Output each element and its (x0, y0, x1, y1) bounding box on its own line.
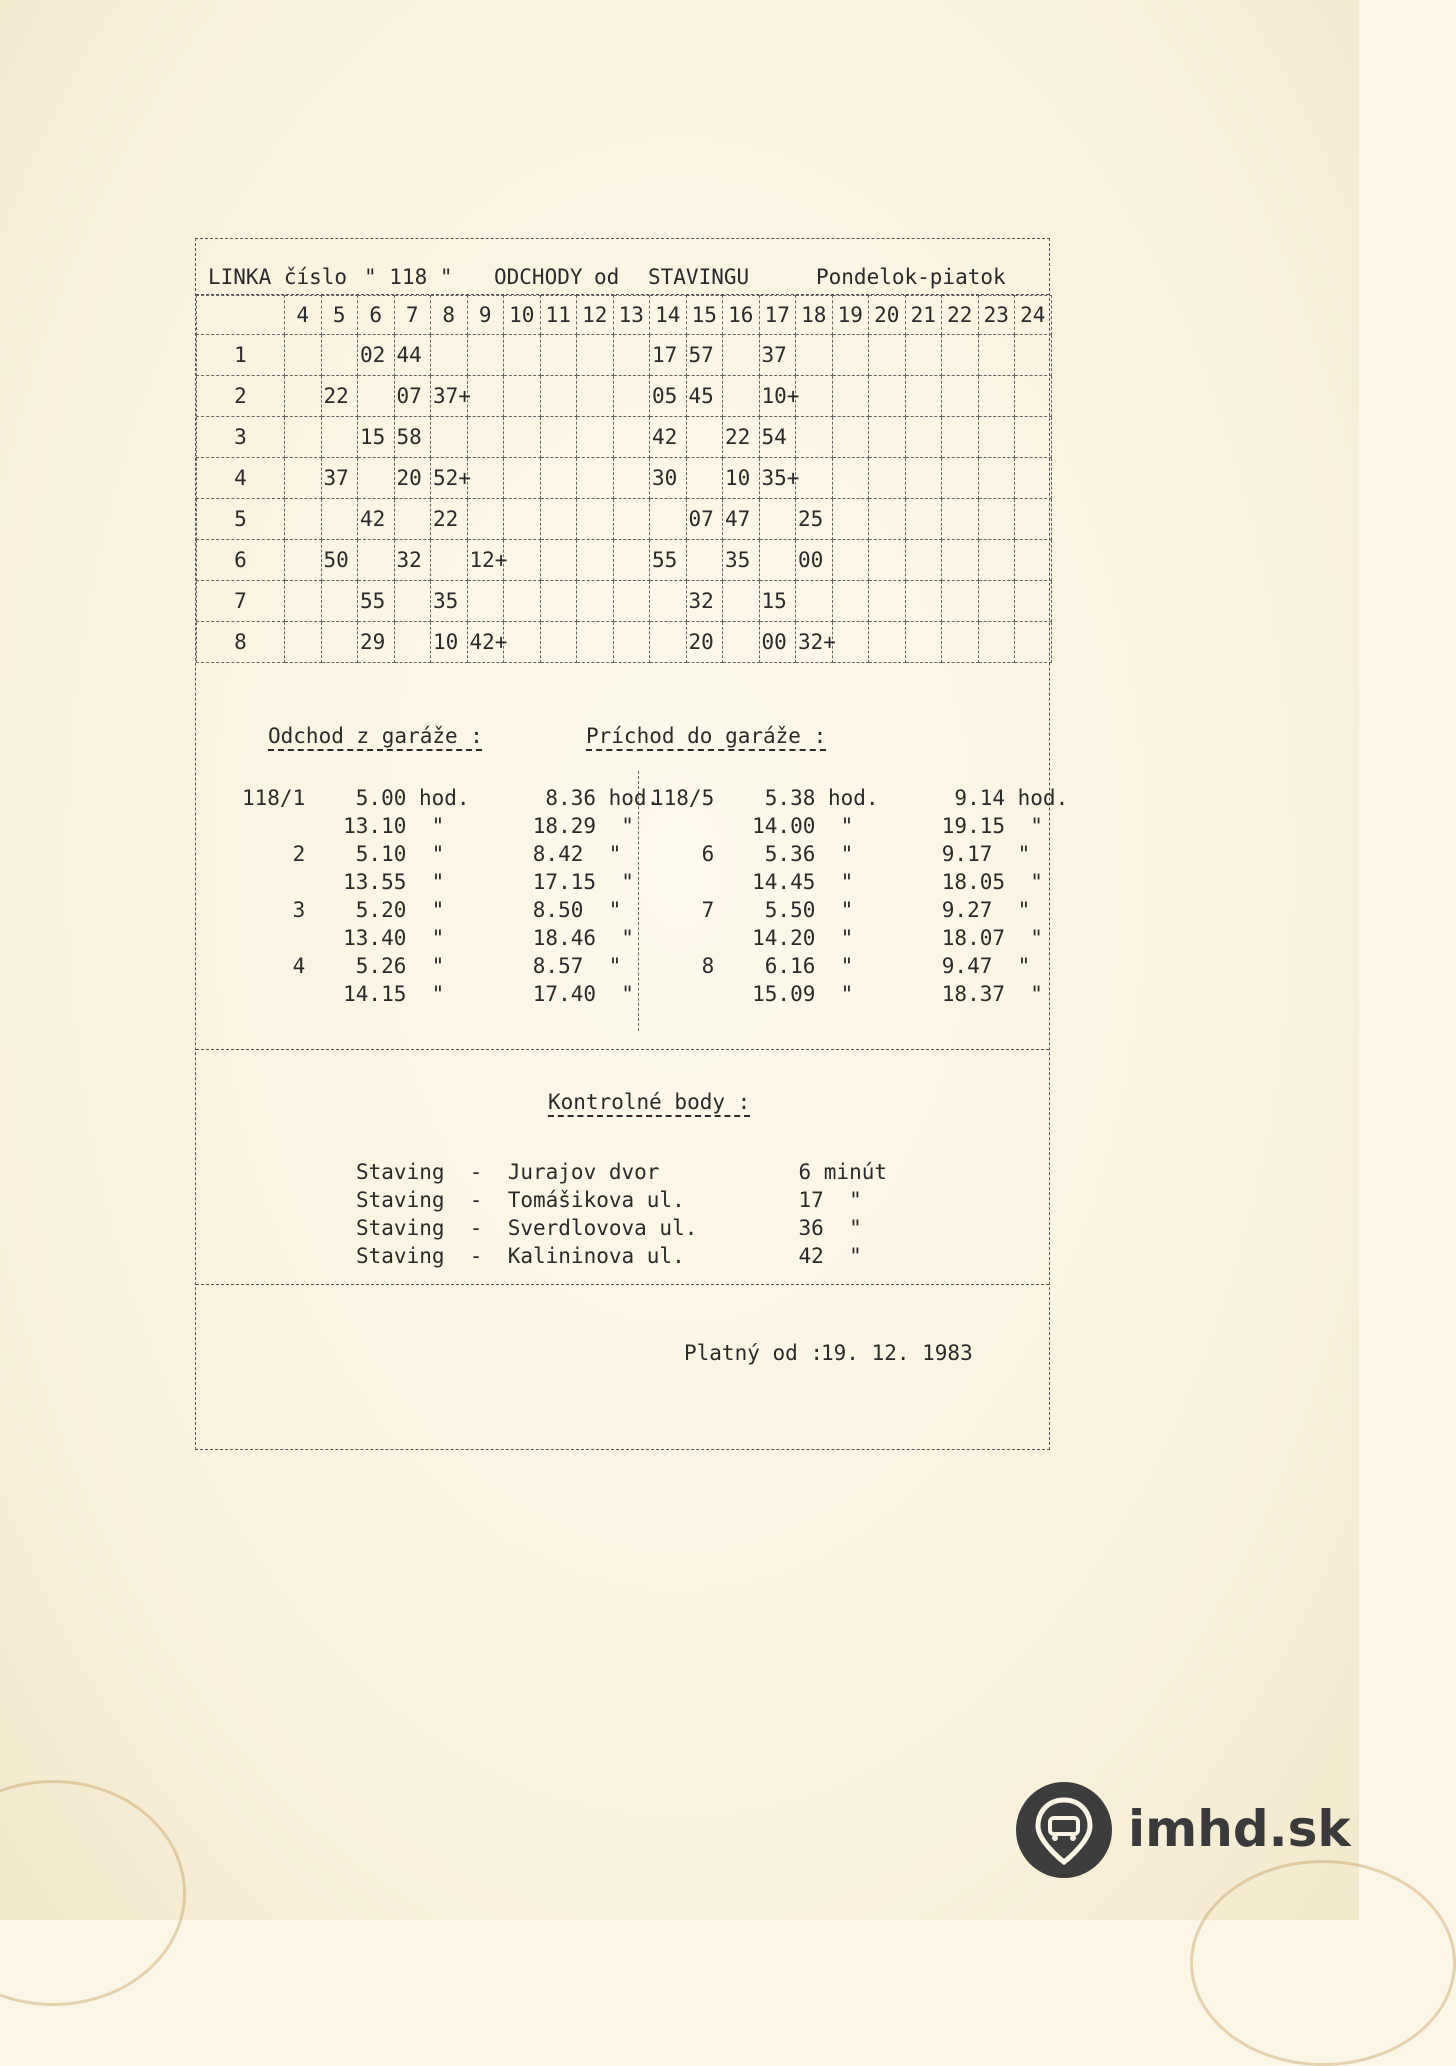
minute-cell (905, 376, 942, 417)
minute-cell: 44 (394, 335, 431, 376)
minute-cell (942, 417, 979, 458)
minute-cell (431, 540, 468, 581)
minute-cell (796, 417, 833, 458)
minute-cell (321, 581, 358, 622)
minute-cell (321, 622, 358, 663)
minute-cell: 00 (759, 622, 796, 663)
minute-cell: 02 (358, 335, 395, 376)
minute-cell: 00 (796, 540, 833, 581)
hour-cell: 4 (285, 296, 322, 335)
garage-departure-line: 13.55 " 17.15 " (242, 870, 634, 894)
hour-cell: 18 (796, 296, 833, 335)
minute-cell: 15 (759, 581, 796, 622)
course-number: 1 (197, 335, 285, 376)
minute-cell (540, 417, 577, 458)
bus-pin-icon (1016, 1782, 1112, 1878)
hour-cell: 23 (978, 296, 1015, 335)
minute-cell (905, 581, 942, 622)
minute-cell (358, 458, 395, 499)
hour-cell: 11 (540, 296, 577, 335)
minute-cell (869, 581, 906, 622)
minute-cell (686, 417, 723, 458)
minute-cell (1015, 581, 1052, 622)
minute-cell (1015, 622, 1052, 663)
hour-cell: 6 (358, 296, 395, 335)
minute-cell (978, 622, 1015, 663)
minute-cell (431, 417, 468, 458)
minute-cell (613, 622, 650, 663)
hour-cell: 14 (650, 296, 687, 335)
hour-cell: 21 (905, 296, 942, 335)
minute-cell: 37+ (431, 376, 468, 417)
minute-cell (942, 335, 979, 376)
garage-arrival-line: 118/5 5.38 hod. 9.14 hod. (651, 786, 1069, 810)
minute-cell: 35 (431, 581, 468, 622)
stop-name: STAVINGU (648, 265, 750, 289)
minute-cell (285, 417, 322, 458)
table-row (197, 622, 1052, 663)
minute-cell (540, 540, 577, 581)
table-row (197, 458, 1052, 499)
minute-cell: 10 (723, 458, 760, 499)
minute-cell (285, 622, 322, 663)
minute-cell: 29 (358, 622, 395, 663)
hour-cell: 15 (686, 296, 723, 335)
departure-table (196, 295, 1052, 663)
hour-cell: 7 (394, 296, 431, 335)
minute-cell (613, 540, 650, 581)
minute-cell: 15 (358, 417, 395, 458)
course-number: 3 (197, 417, 285, 458)
minute-cell: 12+ (467, 540, 504, 581)
minute-cell (978, 335, 1015, 376)
minute-cell (832, 540, 869, 581)
minute-cell (832, 335, 869, 376)
hour-cell: 12 (577, 296, 614, 335)
minute-cell (504, 376, 541, 417)
minute-cell (577, 417, 614, 458)
minute-cell (905, 622, 942, 663)
minute-cell (905, 499, 942, 540)
service-days: Pondelok-piatok (816, 265, 1006, 289)
minute-cell: 37 (321, 458, 358, 499)
minute-cell: 42 (358, 499, 395, 540)
minute-cell: 54 (759, 417, 796, 458)
minute-cell: 55 (650, 540, 687, 581)
control-point-line: Staving - Sverdlovova ul. 36 " (356, 1216, 862, 1240)
minute-cell (577, 458, 614, 499)
minute-cell (869, 376, 906, 417)
control-point-line: Staving - Jurajov dvor 6 minút (356, 1160, 888, 1184)
from-label: od (594, 265, 620, 289)
minute-cell (321, 499, 358, 540)
minute-cell (613, 417, 650, 458)
minute-cell: 10+ (759, 376, 796, 417)
minute-cell (540, 581, 577, 622)
minute-cell (869, 499, 906, 540)
garage-arrival-line: 14.20 " 18.07 " (651, 926, 1043, 950)
minute-cell (723, 376, 760, 417)
control-points-title: Kontrolné body : (548, 1090, 751, 1114)
minute-cell: 57 (686, 335, 723, 376)
garage-divider (638, 771, 639, 1031)
minute-cell (759, 540, 796, 581)
minute-cell (613, 581, 650, 622)
minute-cell (577, 622, 614, 663)
minute-cell (869, 540, 906, 581)
minute-cell: 05 (650, 376, 687, 417)
minute-cell (394, 499, 431, 540)
minute-cell (613, 499, 650, 540)
minute-cell (577, 499, 614, 540)
garage-arrival-line: 14.00 " 19.15 " (651, 814, 1043, 838)
garage-departure-line: 3 5.20 " 8.50 " (242, 898, 622, 922)
minute-cell (285, 376, 322, 417)
minute-cell: 37 (759, 335, 796, 376)
minute-cell (577, 540, 614, 581)
hour-cell: 16 (723, 296, 760, 335)
minute-cell (869, 417, 906, 458)
minute-cell (504, 581, 541, 622)
minute-cell (723, 581, 760, 622)
minute-cell (577, 581, 614, 622)
minute-cell (978, 540, 1015, 581)
minute-cell (942, 540, 979, 581)
minute-cell (285, 499, 322, 540)
table-row (197, 540, 1052, 581)
hour-cell: 10 (504, 296, 541, 335)
garage-arrival-line: 6 5.36 " 9.17 " (651, 842, 1031, 866)
minute-cell (723, 622, 760, 663)
minute-cell (905, 540, 942, 581)
minute-cell (394, 581, 431, 622)
departures-label: ODCHODY (494, 265, 583, 289)
minute-cell: 32 (686, 581, 723, 622)
minute-cell (285, 540, 322, 581)
minute-cell (577, 335, 614, 376)
minute-cell (577, 376, 614, 417)
minute-cell (467, 417, 504, 458)
minute-cell (942, 458, 979, 499)
minute-cell (832, 622, 869, 663)
course-number: 4 (197, 458, 285, 499)
table-row (197, 376, 1052, 417)
minute-cell (650, 581, 687, 622)
control-points-section (196, 1049, 1049, 1284)
valid-from-label: Platný od : (684, 1341, 824, 1365)
minute-cell (832, 458, 869, 499)
control-point-line: Staving - Kalininova ul. 42 " (356, 1244, 862, 1268)
garage-departure-line: 13.10 " 18.29 " (242, 814, 634, 838)
minute-cell (796, 581, 833, 622)
minute-cell (358, 376, 395, 417)
minute-cell (869, 335, 906, 376)
hour-cell: 22 (942, 296, 979, 335)
garage-departure-line: 4 5.26 " 8.57 " (242, 954, 622, 978)
garage-departure-line: 13.40 " 18.46 " (242, 926, 634, 950)
minute-cell (394, 622, 431, 663)
minute-cell: 47 (723, 499, 760, 540)
minute-cell (796, 458, 833, 499)
minute-cell (504, 417, 541, 458)
minute-cell (285, 335, 322, 376)
course-number: 2 (197, 376, 285, 417)
minute-cell (467, 499, 504, 540)
garage-departure-line: 118/1 5.00 hod. 8.36 hod. (242, 786, 660, 810)
minute-cell: 20 (686, 622, 723, 663)
minute-cell: 52+ (431, 458, 468, 499)
minute-cell (540, 622, 577, 663)
imhd-watermark (1016, 1782, 1351, 1882)
minute-cell (504, 499, 541, 540)
minute-cell: 32 (394, 540, 431, 581)
minute-cell (467, 458, 504, 499)
hour-cell: 9 (467, 296, 504, 335)
minute-cell (504, 458, 541, 499)
hour-cell: 24 (1015, 296, 1052, 335)
minute-cell (467, 376, 504, 417)
garage-section (196, 676, 1069, 1049)
minute-cell: 45 (686, 376, 723, 417)
minute-cell (978, 499, 1015, 540)
minute-cell (942, 622, 979, 663)
minute-cell (613, 335, 650, 376)
table-row (197, 499, 1052, 540)
course-number: 7 (197, 581, 285, 622)
minute-cell: 17 (650, 335, 687, 376)
minute-cell (431, 335, 468, 376)
minute-cell: 30 (650, 458, 687, 499)
garage-arrival-title: Príchod do garáže : (586, 724, 827, 748)
table-row (197, 581, 1052, 622)
minute-cell (540, 458, 577, 499)
minute-cell (759, 499, 796, 540)
minute-cell (467, 581, 504, 622)
garage-arrival-line: 8 6.16 " 9.47 " (651, 954, 1031, 978)
minute-cell (832, 499, 869, 540)
minute-cell (796, 335, 833, 376)
minute-cell: 25 (796, 499, 833, 540)
minute-cell: 10 (431, 622, 468, 663)
garage-arrival-line: 15.09 " 18.37 " (651, 982, 1043, 1006)
minute-cell (832, 417, 869, 458)
garage-departure-line: 14.15 " 17.40 " (242, 982, 634, 1006)
minute-cell (285, 581, 322, 622)
minute-cell (942, 499, 979, 540)
table-row (197, 417, 1052, 458)
control-point-line: Staving - Tomášikova ul. 17 " (356, 1188, 862, 1212)
minute-cell: 07 (686, 499, 723, 540)
minute-cell (1015, 499, 1052, 540)
minute-cell: 22 (321, 376, 358, 417)
minute-cell (942, 376, 979, 417)
minute-cell (796, 376, 833, 417)
minute-cell (686, 458, 723, 499)
garage-arrival-line: 14.45 " 18.05 " (651, 870, 1043, 894)
minute-cell (869, 458, 906, 499)
hour-cell: 19 (832, 296, 869, 335)
minute-cell (467, 335, 504, 376)
minute-cell (905, 458, 942, 499)
garage-arrival-line: 7 5.50 " 9.27 " (651, 898, 1031, 922)
minute-cell: 07 (394, 376, 431, 417)
minute-cell (504, 622, 541, 663)
garage-departure-line: 2 5.10 " 8.42 " (242, 842, 622, 866)
minute-cell (978, 376, 1015, 417)
minute-cell (978, 417, 1015, 458)
minute-cell (504, 540, 541, 581)
minute-cell: 42+ (467, 622, 504, 663)
minute-cell (650, 499, 687, 540)
minute-cell (1015, 335, 1052, 376)
valid-from-date: 19. 12. 1983 (821, 1341, 973, 1365)
line-label: LINKA číslo (208, 265, 348, 289)
minute-cell (540, 499, 577, 540)
minute-cell: 32+ (796, 622, 833, 663)
minute-cell (358, 540, 395, 581)
minute-cell (321, 417, 358, 458)
minute-cell (1015, 540, 1052, 581)
minute-cell (613, 458, 650, 499)
hour-cell: 20 (869, 296, 906, 335)
minute-cell (905, 417, 942, 458)
minute-cell (978, 581, 1015, 622)
brand-text: imhd.sk (1128, 1800, 1351, 1858)
table-row (197, 335, 1052, 376)
hour-cell: 13 (613, 296, 650, 335)
minute-cell (613, 376, 650, 417)
minute-cell: 42 (650, 417, 687, 458)
minute-cell: 55 (358, 581, 395, 622)
minute-cell (905, 335, 942, 376)
minute-cell: 22 (431, 499, 468, 540)
minute-cell (1015, 458, 1052, 499)
minute-cell: 22 (723, 417, 760, 458)
corner-cell (197, 296, 285, 335)
minute-cell (540, 335, 577, 376)
minute-cell (832, 581, 869, 622)
timetable-sheet (195, 238, 1069, 1450)
line-number: " 118 " (364, 265, 453, 289)
minute-cell (285, 458, 322, 499)
minute-cell: 35 (723, 540, 760, 581)
course-number: 8 (197, 622, 285, 663)
minute-cell: 50 (321, 540, 358, 581)
hour-cell: 8 (431, 296, 468, 335)
minute-cell (540, 376, 577, 417)
garage-departure-title: Odchod z garáže : (268, 724, 483, 748)
minute-cell (869, 622, 906, 663)
timetable-header (196, 239, 1049, 295)
minute-cell (723, 335, 760, 376)
minute-cell (832, 376, 869, 417)
minute-cell (942, 581, 979, 622)
minute-cell (1015, 417, 1052, 458)
minute-cell (321, 335, 358, 376)
minute-cell: 20 (394, 458, 431, 499)
minute-cell (1015, 376, 1052, 417)
minute-cell (504, 335, 541, 376)
minute-cell: 35+ (759, 458, 796, 499)
validity-section (196, 1284, 1049, 1444)
minute-cell (650, 622, 687, 663)
coffee-stain-left (0, 1780, 186, 2006)
minute-cell (686, 540, 723, 581)
course-number: 5 (197, 499, 285, 540)
hour-cell: 5 (321, 296, 358, 335)
hour-cell: 17 (759, 296, 796, 335)
course-number: 6 (197, 540, 285, 581)
hour-header-row (197, 296, 1052, 335)
coffee-stain-right (1190, 1860, 1456, 2066)
minute-cell: 58 (394, 417, 431, 458)
minute-cell (978, 458, 1015, 499)
